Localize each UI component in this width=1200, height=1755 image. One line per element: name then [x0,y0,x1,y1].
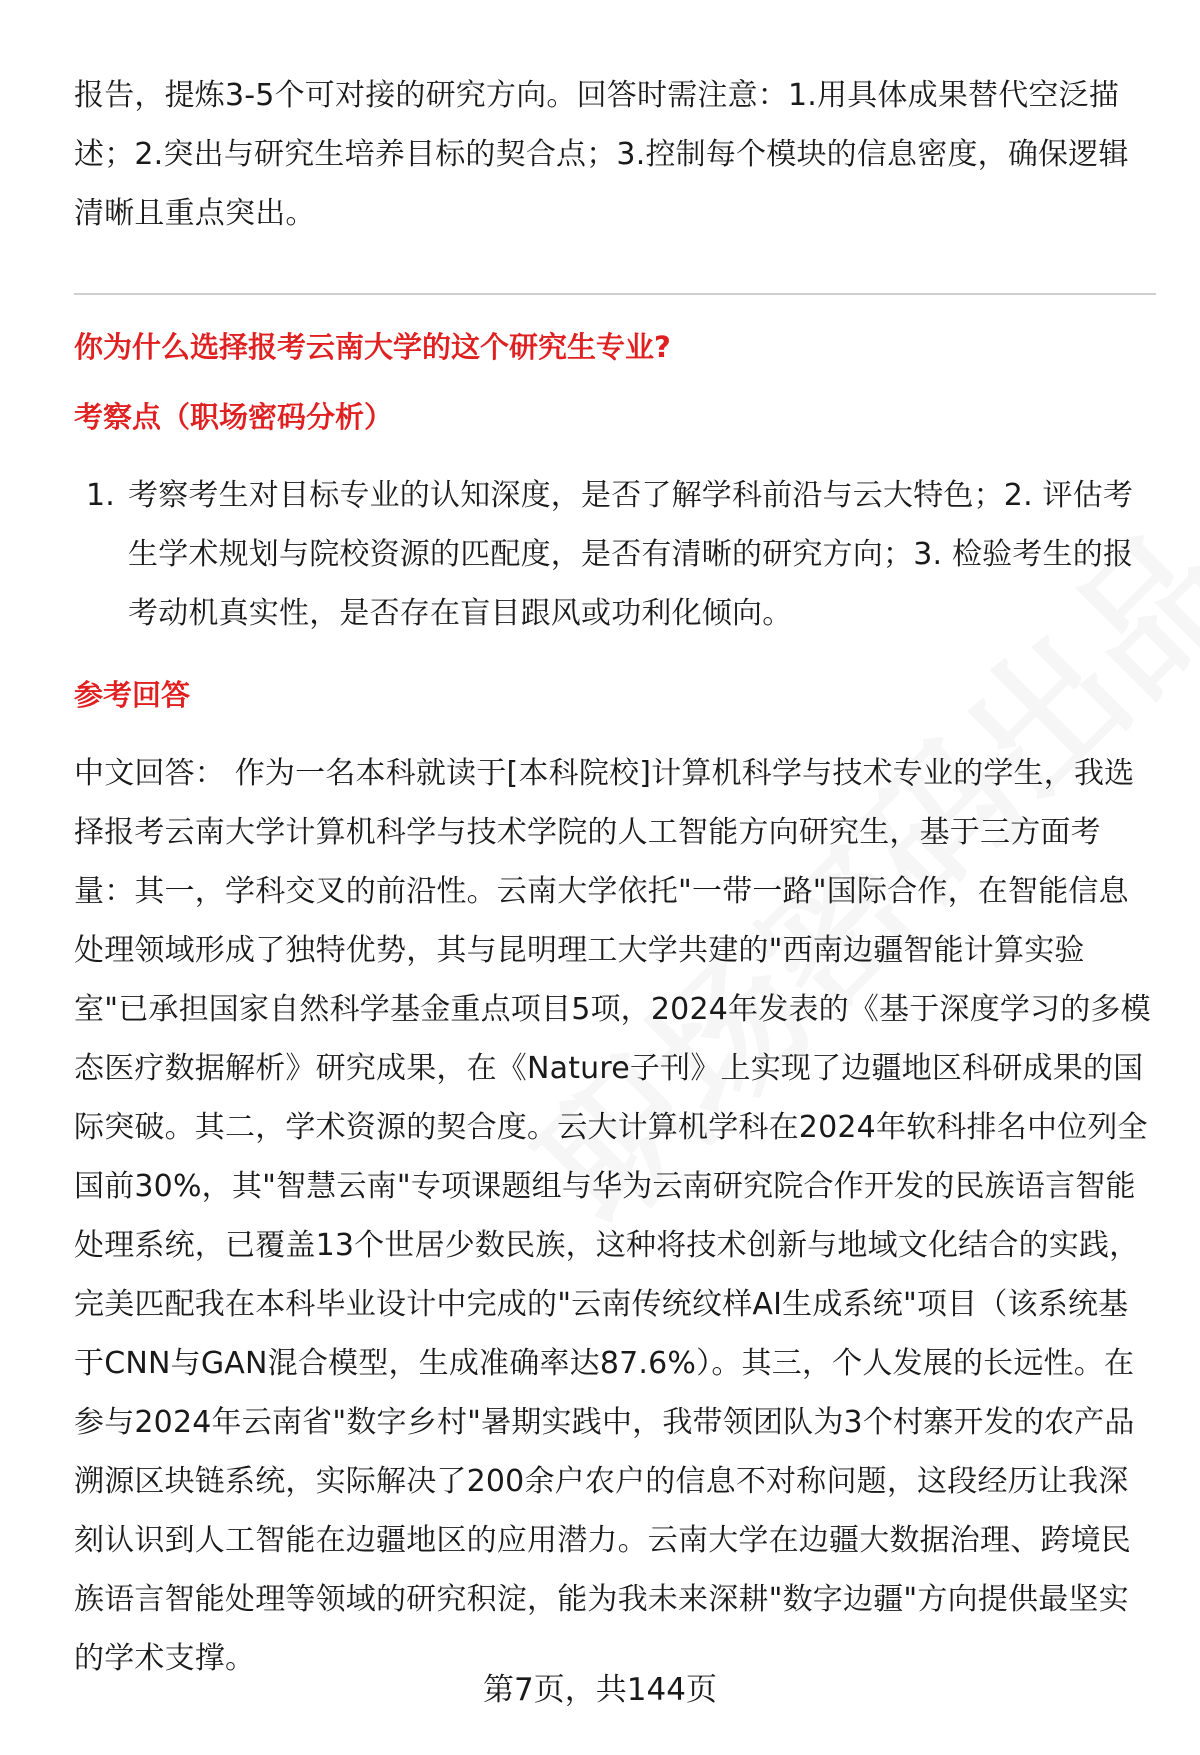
question-heading: 你为什么选择报考云南大学的这个研究生专业? [74,330,671,364]
list-item [74,466,1156,643]
list-item-number: 1. [86,478,116,513]
reference-answer-heading: 参考回答 [74,678,191,712]
reference-answer-paragraph: 中文回答： 作为一名本科就读于[本科院校]计算机科学与技术专业的学生，我选择报考云南大学计算机科学与技术学院的人工智能方向研究生，基于三方面考量：其一，学科交叉的前沿性。云南大学依托"一带一路"国际合作，在智能信息处理领域形成了独特优势，其与昆明理工大学共建的"西南边疆智能计算实验室"已承担国家自然科学基金重点项目5项，2024年发表的《基于深度学习的多模态医疗数据解析》研究成果，在《Nature子刊》上实现了边疆地区科研成果的国际突破。其二，学术资源的契合度。云大计算机学科在2024年软科排名中位列全国前30%，其"智慧云南"专项课题组与华为云南研究院合作开发的民族语言智能处理系统，已覆盖13个世居少数民族，这种将技术创新与地域文化结合的实践，完美匹配我在本科毕业设计中完成的"云南传统纹样AI生成系统"项目（该系统基于CNN与GAN混合模型，生成准确率达87.6%）。其三，个人发展的长远性。在参与2024年云南省"数字乡村"暑期实践中，我带领团队为3个村寨开发的农产品溯源区块链系统，实际解决了200余户农户的信息不对称问题，这段经历让我深刻认识到人工智能在边疆地区的应用潜力。云南大学在边疆大数据治理、跨境民族语言智能处理等领域的研究积淀，能为我未来深耕"数字边疆"方向提供最坚实的学术支撑。 [74,756,1151,1676]
exam-points-list [74,466,1156,643]
page-number: 第7页，共144页 [483,1672,717,1708]
intro-paragraph: 报告，提炼3-5个可对接的研究方向。回答时需注意：1.用具体成果替代空泛描述；2.突出与研究生培养目标的契合点；3.控制每个模块的信息密度，确保逻辑清晰且重点突出。 [74,78,1129,231]
list-item-text: 考察考生对目标专业的认知深度，是否了解学科前沿与云大特色；2. 评估考生学术规划与院校资源的匹配度，是否有清晰的研究方向；3. 检验考生的报考动机真实性，是否存在盲目跟风或功利化倾向。 [128,478,1134,631]
exam-points-heading: 考察点（职场密码分析） [74,400,394,434]
section-divider [74,293,1156,295]
